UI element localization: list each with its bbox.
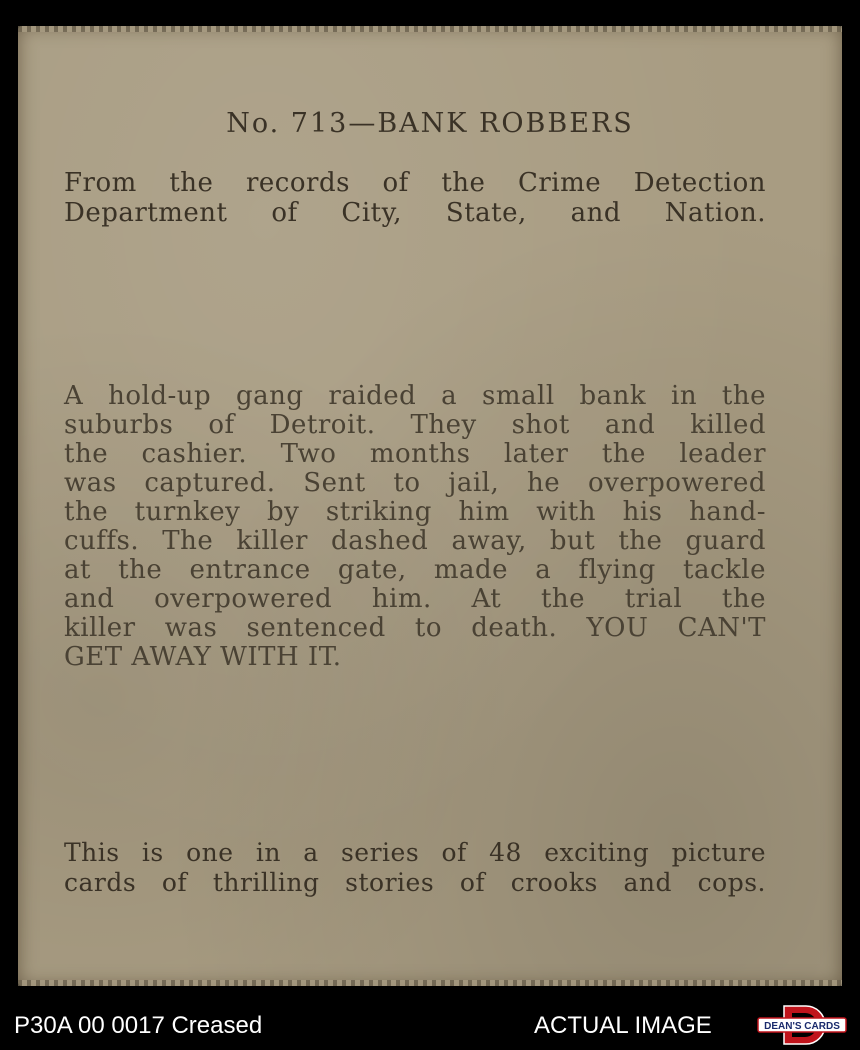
story-line: cuffs. The killer dashed away, but the guard (64, 526, 766, 556)
story-line: was captured. Sent to jail, he overpowered (64, 468, 766, 498)
logo-wordmark: DEAN'S CARDS (764, 1021, 840, 1032)
card-story (64, 382, 766, 672)
actual-image-caption: ACTUAL IMAGE (534, 1012, 712, 1039)
subtitle-line: From the records of the Crime Detection (64, 168, 766, 198)
story-line: suburbs of Detroit. They shot and killed (64, 410, 766, 440)
story-line: killer was sentenced to death. YOU CAN'T (64, 613, 766, 643)
card-subtitle (64, 168, 766, 228)
story-line: at the entrance gate, made a flying tackle (64, 555, 766, 585)
card-perforated-edge-bottom (18, 980, 842, 986)
card-back (18, 26, 842, 986)
series-note-line: cards of thrilling stories of crooks and cops. (64, 868, 766, 897)
story-line: A hold-up gang raided a small bank in the (64, 381, 766, 411)
deans-cards-logo (756, 1004, 848, 1046)
card-perforated-edge-top (18, 26, 842, 32)
card-grade-caption: P30A 00 0017 Creased (14, 1012, 263, 1039)
story-line: and overpowered him. At the trial the (64, 584, 766, 614)
series-note-line: This is one in a series of 48 exciting picture (64, 838, 766, 867)
story-line: GET AWAY WITH IT. (64, 642, 342, 672)
subtitle-line: Department of City, State, and Nation. (64, 198, 766, 228)
story-line: the cashier. Two months later the leader (64, 439, 766, 469)
card-series-note (64, 838, 766, 898)
card-title: No. 713—BANK ROBBERS (226, 108, 634, 139)
story-line: the turnkey by striking him with his hand- (64, 497, 766, 527)
